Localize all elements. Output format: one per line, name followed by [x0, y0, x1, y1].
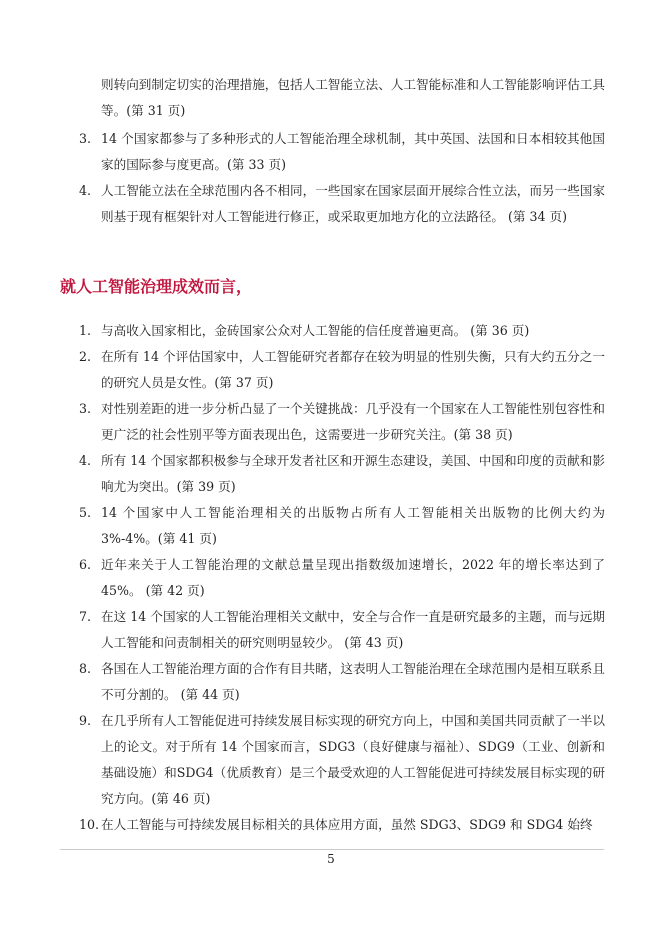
list-text: 人工智能立法在全球范围内各不相同，一些国家在国家层面开展综合性立法，而另一些国家则基于现有框架针对人工智能进行修正，或采取更加地方化的立法路径。 (第 34 页) — [101, 183, 605, 224]
list-number: 4. — [79, 453, 92, 468]
list-number: 7. — [79, 609, 92, 624]
section-heading: 就人工智能治理成效而言， — [60, 277, 253, 296]
list-item — [79, 396, 605, 448]
list-number: 8. — [79, 661, 92, 676]
list-item — [79, 812, 605, 838]
list-text: 与高收入国家相比，金砖国家公众对人工智能的信任度普遍更高。 (第 36 页) — [101, 323, 530, 338]
list-item — [79, 552, 605, 604]
list-text: 对性别差距的进一步分析凸显了一个关键挑战：几乎没有一个国家在人工智能性别包容性和更广泛的社会性别平等方面表现出色，这需要进一步研究关注。(第 38 页) — [101, 401, 605, 442]
list-number: 4. — [79, 183, 92, 198]
list-text: 在人工智能与可持续发展目标相关的具体应用方面，虽然 SDG3、SDG9 和 SDG4 始终 — [101, 817, 593, 832]
list-number: 6. — [79, 557, 92, 572]
list-text: 近年来关于人工智能治理的文献总量呈现出指数级加速增长，2022 年的增长率达到了 45%。 (第 42 页) — [101, 557, 605, 598]
list-item — [79, 604, 605, 656]
list-item — [79, 656, 605, 708]
list-item — [79, 708, 605, 812]
list-number: 3. — [79, 131, 92, 146]
list-item — [79, 178, 605, 230]
continuation-paragraph: 则转向到制定切实的治理措施，包括人工智能立法、人工智能标准和人工智能影响评估工具等。(第 31 页) — [101, 77, 605, 118]
page-number: 5 — [327, 852, 335, 866]
footer-divider — [60, 849, 604, 850]
list-number: 3. — [79, 401, 92, 416]
list-item — [79, 500, 605, 552]
list-item — [79, 126, 605, 178]
list-text: 在几乎所有人工智能促进可持续发展目标实现的研究方向上，中国和美国共同贡献了一半以上的论文。对于所有 14 个国家而言，SDG3（良好健康与福祉）、SDG9（工业、创新和基础设施）和SDG4（优质教育）是三个最受欢迎的人工智能促进可持续发展目标实现的研究方向。(第 46 页) — [101, 713, 605, 806]
list-number: 5. — [79, 505, 92, 520]
list-item — [79, 448, 605, 500]
list-text: 在所有 14 个评估国家中，人工智能研究者都存在较为明显的性别失衡，只有大约五分之一的研究人员是女性。(第 37 页) — [101, 349, 605, 390]
list-text: 在这 14 个国家的人工智能治理相关文献中，安全与合作一直是研究最多的主题，而与远期人工智能和问责制相关的研究则明显较少。 (第 43 页) — [101, 609, 605, 650]
list-text: 14 个国家都参与了多种形式的人工智能治理全球机制，其中英国、法国和日本相较其他国家的国际参与度更高。(第 33 页) — [101, 131, 605, 172]
list-number: 10. — [79, 817, 100, 832]
list-text: 14 个国家中人工智能治理相关的出版物占所有人工智能相关出版物的比例大约为 3%-4%。(第 41 页) — [101, 505, 605, 546]
list-text: 所有 14 个国家都积极参与全球开发者社区和开源生态建设，美国、中国和印度的贡献和影响尤为突出。(第 39 页) — [101, 453, 605, 494]
list-text: 各国在人工智能治理方面的合作有目共睹，这表明人工智能治理在全球范围内是相互联系且不可分割的。 (第 44 页) — [101, 661, 605, 702]
list-number: 1. — [79, 323, 92, 338]
list-number: 2. — [79, 349, 92, 364]
list-item — [79, 344, 605, 396]
list-item — [79, 318, 605, 344]
list-number: 9. — [79, 713, 92, 728]
